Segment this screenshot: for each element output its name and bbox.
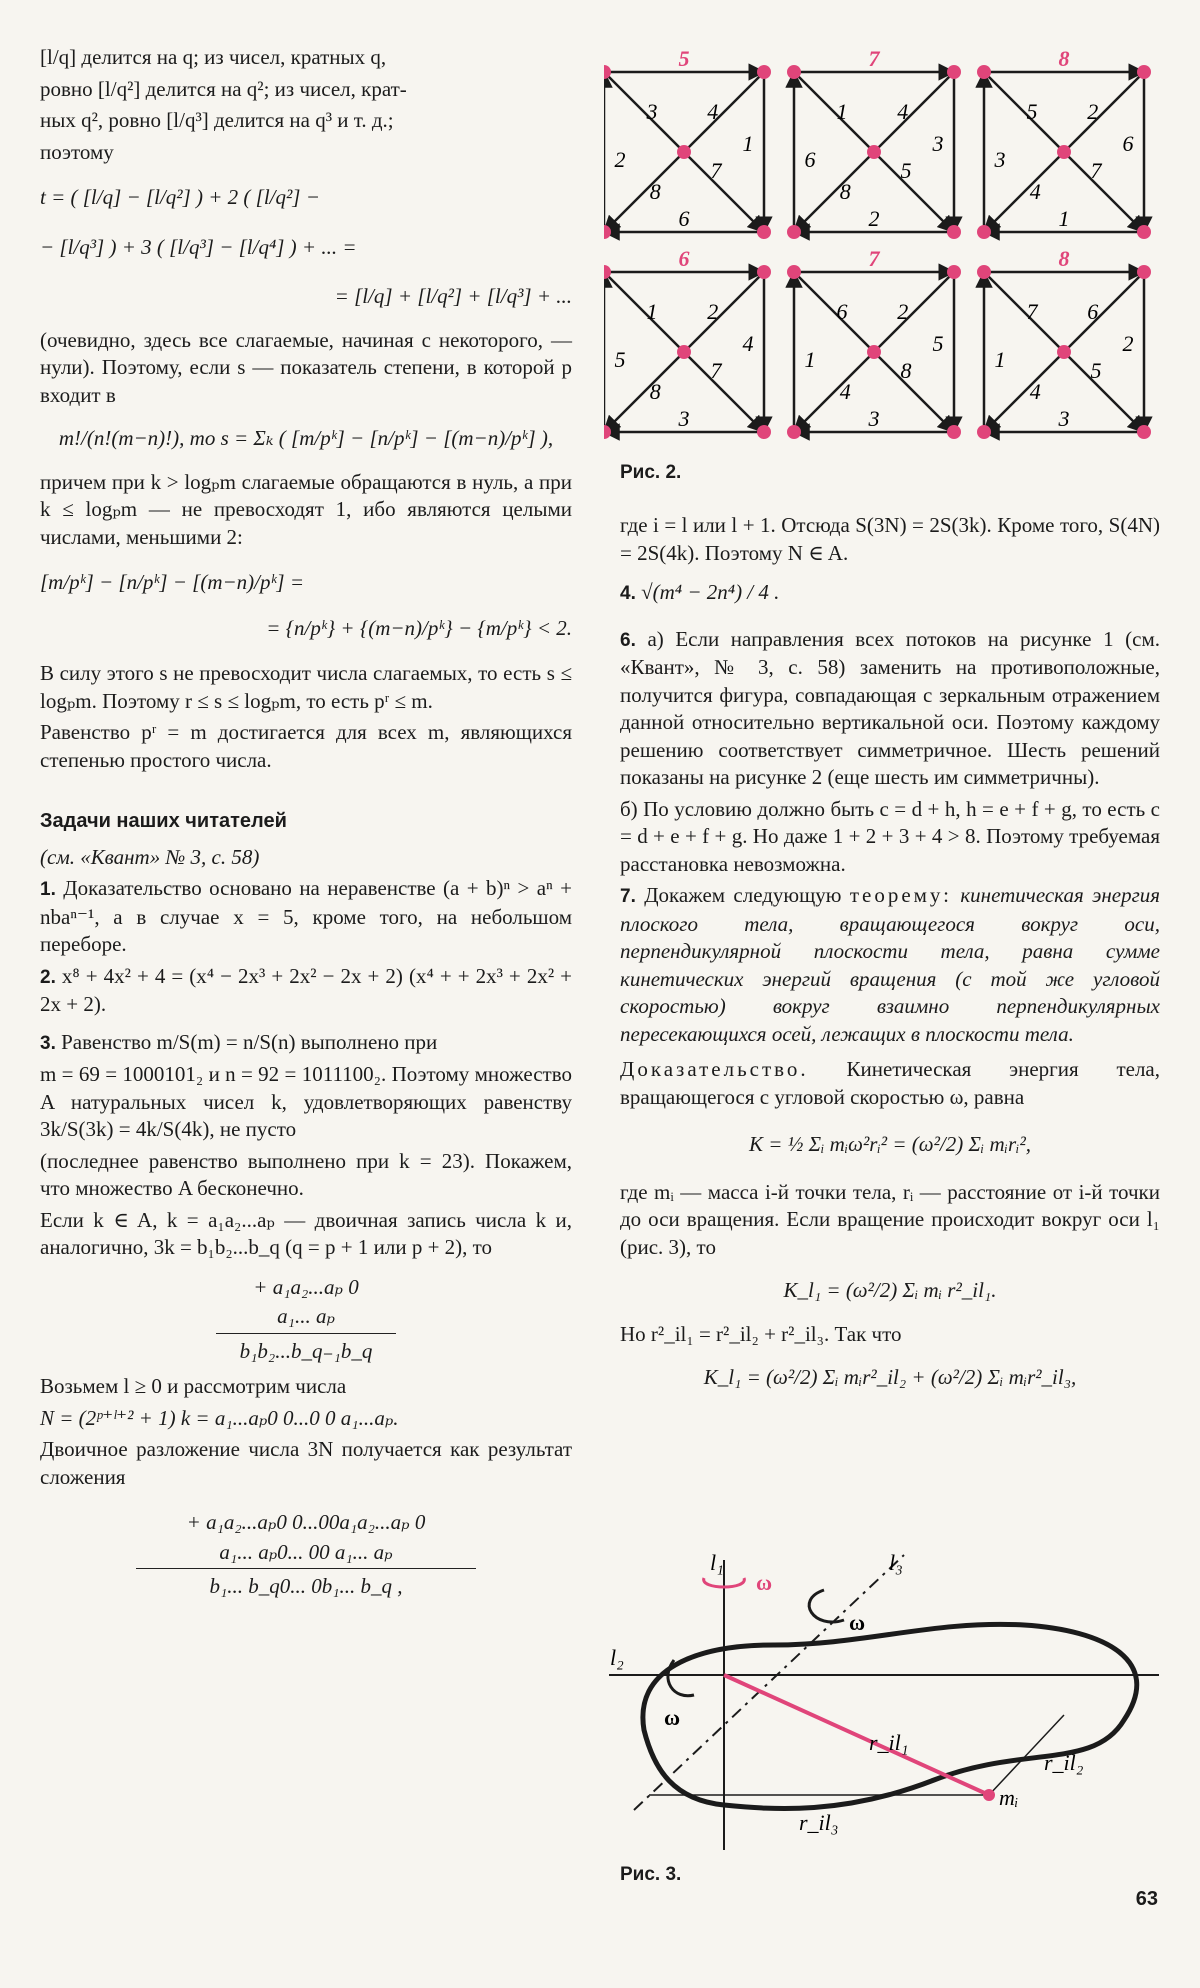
fig2-vertex [787,225,801,239]
paragraph-but: Но r²_il₁ = r²_il₂ + r²_il₃. Так что [620,1321,902,1346]
label-l1: l₁ [710,1550,724,1575]
sum-2-line-1: + a₁a₂...aₚ0 0...00a₁a₂...aₚ 0 [186,1510,426,1534]
fig2-edge-label: 1 [994,347,1006,372]
paragraph-b: причем при k > logₚm слагаемые обращаются в нуль, а при k ≤ logₚm — не превосходят 1, ибо являются целыми числами, меньшими 2: [40,469,572,549]
fig2-edge-label: 7 [1090,158,1102,184]
label-omega-l2: ω [664,1705,681,1730]
problem-2-number: 2. [40,966,56,988]
problem-6a [620,626,1160,792]
proof-word: Доказательство. [620,1057,809,1081]
problem-1-text: Доказательство основано на неравенстве (a + b)ⁿ > aⁿ + nbaⁿ⁻¹, а в случае x = 5, кроме того, на небольшом переборе. [40,876,573,956]
formula-t-3: = [l/q] + [l/q²] + [l/q³] + ... [334,284,572,308]
intro-line-2: ровно [l/q²] делится на q²; из чисел, крат- [40,76,407,101]
problem-7-number: 7. [620,886,636,907]
label-mi: mᵢ [999,1785,1019,1810]
fig2-vertex [977,265,991,279]
problem-3-text-a: Равенство m/S(m) = n/S(n) выполнено при [61,1029,438,1054]
fig2-top-label: 8 [1058,246,1070,271]
intro-line-4: поэтому [40,139,114,164]
fig2-edge-label: 4 [897,99,909,124]
fig2-vertex [1057,145,1071,159]
fig2-vertex [867,145,881,159]
fig2-edge-label: 7 [710,158,722,184]
fig2-edge-label: 2 [1087,99,1099,124]
paragraph-d: Равенство pʳ = m достигается для всех m, являющихся степенью простого числа. [40,720,572,772]
figure-2 [604,50,1164,450]
fig2-edge-label: 1 [742,131,754,156]
right-column [620,478,1160,1408]
fig2-top-label: 5 [678,50,690,71]
fig2-edge-label: 3 [994,147,1006,172]
formula-Kl1: K_l₁ = (ω²/2) Σᵢ mᵢ r²_il₁. [783,1278,997,1302]
fig2-edge-label: 8 [649,179,661,204]
formula-t-2: − [l/q³] ) + 3 ( [l/q³] − [l/q⁴] ) + ... = [40,234,357,259]
fig2-edge-label: 3 [1058,406,1070,432]
label-r-il2: r_il₂ [1044,1750,1084,1775]
problem-3-number: 3. [40,1032,56,1054]
fig2-edge-label: 5 [1026,99,1038,124]
problem-3-text-c: (последнее равенство выполнено при k = 23). Покажем, что множество A бесконечно. [40,1148,572,1200]
fig2-edge-label: 3 [678,406,690,432]
fig2-vertex [757,425,771,439]
fig2-vertex [1137,265,1151,279]
fig2-edge-label: 5 [932,331,944,356]
fig2-vertex [757,65,771,79]
fig2-vertex [977,425,991,439]
problem-3-text-e: Возьмем l ≥ 0 и рассмотрим числа [40,1374,347,1398]
label-r-il3: r_il₃ [799,1810,839,1835]
problem-1 [40,875,572,959]
fig2-edge-label: 8 [839,179,851,204]
formula-ineq-2: = {n/pᵏ} + {(m−n)/pᵏ} − {m/pᵏ} < 2. [266,615,572,640]
fig2-vertex [787,425,801,439]
fig2-edge-label: 2 [614,147,626,172]
fig2-edge-label: 1 [646,299,658,324]
problem-3-text-b: m = 69 = 1000101₂ и n = 92 = 1011100₂. Поэтому множество A натуральных чисел k, удовлетворяющих равенству 3k/S(3k) = 4k/S(4k), не пусто [40,1062,572,1141]
point-mi [983,1789,995,1801]
problem-6a-text: а) Если направления всех потоков на рисунке 1 (см. «Квант», № 3, с. 58) заменить на противоположные, получится фигура, совпадающая с зеркальным отражением данной относительно вертикальной оси. Поэтому каждому решению соответствует симметричное. Шесть решений показаны на рисунке 2 (еще шесть им симметричны). [620,626,1161,789]
formula-t-1: t = ( [l/q] − [l/q²] ) + 2 ( [l/q²] − [40,185,320,209]
fig2-edge-label: 4 [1029,379,1041,404]
paragraph-a: (очевидно, здесь все слагаемые, начиная с некоторого, — нули). Поэтому, если s — показатель степени, в которой p входит в [40,327,572,407]
paragraph-mi: где mᵢ — масса i-й точки тела, rᵢ — расстояние от i-й точки до оси вращения. Если вращение происходит вокруг оси l₁ (рис. 3), то [620,1179,1160,1259]
fig2-edge-label: 3 [868,406,880,432]
section-ref: (см. «Квант» № 3, с. 58) [40,844,260,869]
formula-s: m!/(n!(m−n)!), то s = Σₖ ( [m/pᵏ] − [n/pᵏ] − [(m−n)/pᵏ] ), [58,426,554,450]
fig2-edge-label: 6 [1087,299,1099,324]
problem-7-theorem: кинетическая энергия плоского тела, вращающегося вокруг оси, перпендикулярной плоскости тела, равна сумме кинетических энергий вращения (с той же угловой скоростью) вокруг взаимно перпендикулярных пересекающихся осей, лежащих в плоскости тела. [620,883,1161,1046]
fig2-edge-label: 6 [1122,131,1134,156]
r-il1-line [724,1675,989,1795]
label-l2: l₂ [610,1645,624,1670]
fig2-vertex [757,265,771,279]
fig2-vertex [947,225,961,239]
figure-3-caption: Рис. 3. [620,1864,682,1885]
fig2-vertex [787,65,801,79]
paragraph-c: В силу этого s не превосходит числа слагаемых, то есть s ≤ logₚm. Поэтому r ≤ s ≤ logₚm, то есть pʳ ≤ m. [40,661,572,713]
fig2-edge-label: 6 [804,147,816,172]
formula-ineq-1: [m/pᵏ] − [n/pᵏ] − [(m−n)/pᵏ] = [40,570,305,594]
fig2-top-label: 6 [678,246,690,271]
fig2-edge-label: 4 [707,99,719,124]
fig2-vertex [947,425,961,439]
fig2-edge-label: 7 [1026,299,1038,324]
figure-3 [604,1550,1164,1870]
fig2-edge-label: 6 [836,299,848,324]
fig2-top-label: 7 [868,50,880,71]
fig2-vertex [977,225,991,239]
left-column [40,44,572,1601]
fig2-vertex [787,265,801,279]
fig2-edge-label: 5 [614,347,626,372]
fig2-vertex [677,145,691,159]
intro-line-3: ных q², ровно [l/q³] делится на q³ и т. д.; [40,108,394,132]
sum-1-line-3: b₁b₂...b_q₋₁b_q [216,1333,396,1366]
rotation-arrow-l2 [668,1660,694,1696]
sum-1-line-2: a₁... aₚ [277,1304,335,1328]
problem-4-text: √(m⁴ − 2n⁴) / 4 . [641,580,780,604]
problem-4-number: 4. [620,583,636,604]
fig2-vertex [1137,225,1151,239]
problem-2 [40,963,572,1019]
sum-2-line-2: a₁... aₚ0... 00 a₁... aₚ [219,1539,393,1564]
problem-6b-text: б) По условию должно быть c = d + h, h = e + f + g, то есть c = d + e + f + g. Но даже 1 + 2 + 3 + 4 > 8. Поэтому требуемая расстановка невозможна. [620,796,1160,876]
fig2-edge-label: 5 [1090,358,1102,384]
formula-sum: K_l₁ = (ω²/2) Σᵢ mᵢr²_il₂ + (ω²/2) Σᵢ mᵢr²_il₃, [703,1365,1077,1389]
intro-line-1: [l/q] делится на q; из чисел, кратных q, [40,45,387,69]
label-omega-l3: ω [849,1610,866,1635]
fig2-edge-label: 4 [1029,179,1041,204]
sum-1-line-1: + a₁a₂...aₚ 0 [253,1274,359,1299]
proof-paragraph [620,1056,1160,1111]
page-number: 63 [1135,1888,1158,1910]
fig2-edge-label: 4 [742,331,754,356]
fig2-vertex [1137,65,1151,79]
fig2-vertex [677,345,691,359]
fig2-vertex [1137,425,1151,439]
fig2-edge-label: 7 [710,358,722,384]
fig2-top-label: 7 [868,246,880,271]
formula-K: K = ½ Σᵢ mᵢω²rᵢ² = (ω²/2) Σᵢ mᵢrᵢ², [748,1132,1032,1156]
problem-3 [40,1029,572,1058]
problem-1-number: 1. [40,879,56,900]
figure-2-caption: Рис. 2. [620,462,682,483]
proof-text: Кинетическая энергия тела, вращающегося с угловой скоростью ω, равна [620,1057,1160,1109]
fig2-edge-label: 3 [932,131,944,156]
fig2-edge-label: 2 [868,206,880,232]
fig2-vertex [977,65,991,79]
fig2-edge-label: 2 [707,299,719,324]
problem-7-lead: Докажем следующую [644,883,842,907]
label-r-il1: r_il₁ [869,1730,909,1755]
fig2-vertex [1057,345,1071,359]
problem-2-text: x⁸ + 4x² + 4 = (x⁴ − 2x³ + 2x² − 2x + 2) (x⁴ + + 2x³ + 2x² + 2x + 2). [40,963,572,1016]
fig2-edge-label: 2 [1122,331,1134,356]
label-l3: l₃ [889,1550,903,1575]
fig2-edge-label: 8 [900,358,912,384]
section-title: Задачи наших читателей [40,810,287,832]
fig2-vertex [947,65,961,79]
problem-7-theorem-word: теорему: [849,883,952,907]
fig2-edge-label: 5 [900,158,912,184]
fig2-edge-label: 1 [836,99,848,124]
problem-7 [620,882,1160,1048]
fig2-edge-label: 1 [804,347,816,372]
problem-3-text-g: Двоичное разложение числа 3N получается как результат сложения [40,1437,572,1489]
problem-3-text-d: Если k ∈ A, k = a₁a₂...aₚ — двоичная запись числа k и, аналогично, 3k = b₁b₂...b_q (q = p + 1 или p + 2), то [40,1207,572,1259]
fig2-top-label: 8 [1058,50,1070,71]
fig2-edge-label: 3 [646,99,658,124]
fig2-edge-label: 2 [897,299,909,324]
fig2-edge-label: 4 [839,379,851,404]
fig2-edge-label: 1 [1058,206,1070,232]
fig2-edge-label: 8 [649,379,661,404]
fig2-vertex [757,225,771,239]
sum-2-line-3: b₁... b_q0... 0b₁... b_q , [136,1568,476,1601]
fig2-vertex [867,345,881,359]
problem-3-text-f: N = (2ᵖ⁺ˡ⁺² + 1) k = a₁...aₚ0 0...0 0 a₁...aₚ. [40,1405,399,1430]
fig2-vertex [947,265,961,279]
problem-4 [620,579,1160,608]
fig2-edge-label: 6 [678,206,690,232]
problem-6-number: 6. [620,629,636,651]
label-omega-l1: ω [756,1570,773,1595]
problem-3-continued: где i = l или l + 1. Отсюда S(3N) = 2S(3k). Кроме того, S(4N) = 2S(4k). Поэтому N ∈ A. [620,513,1160,565]
